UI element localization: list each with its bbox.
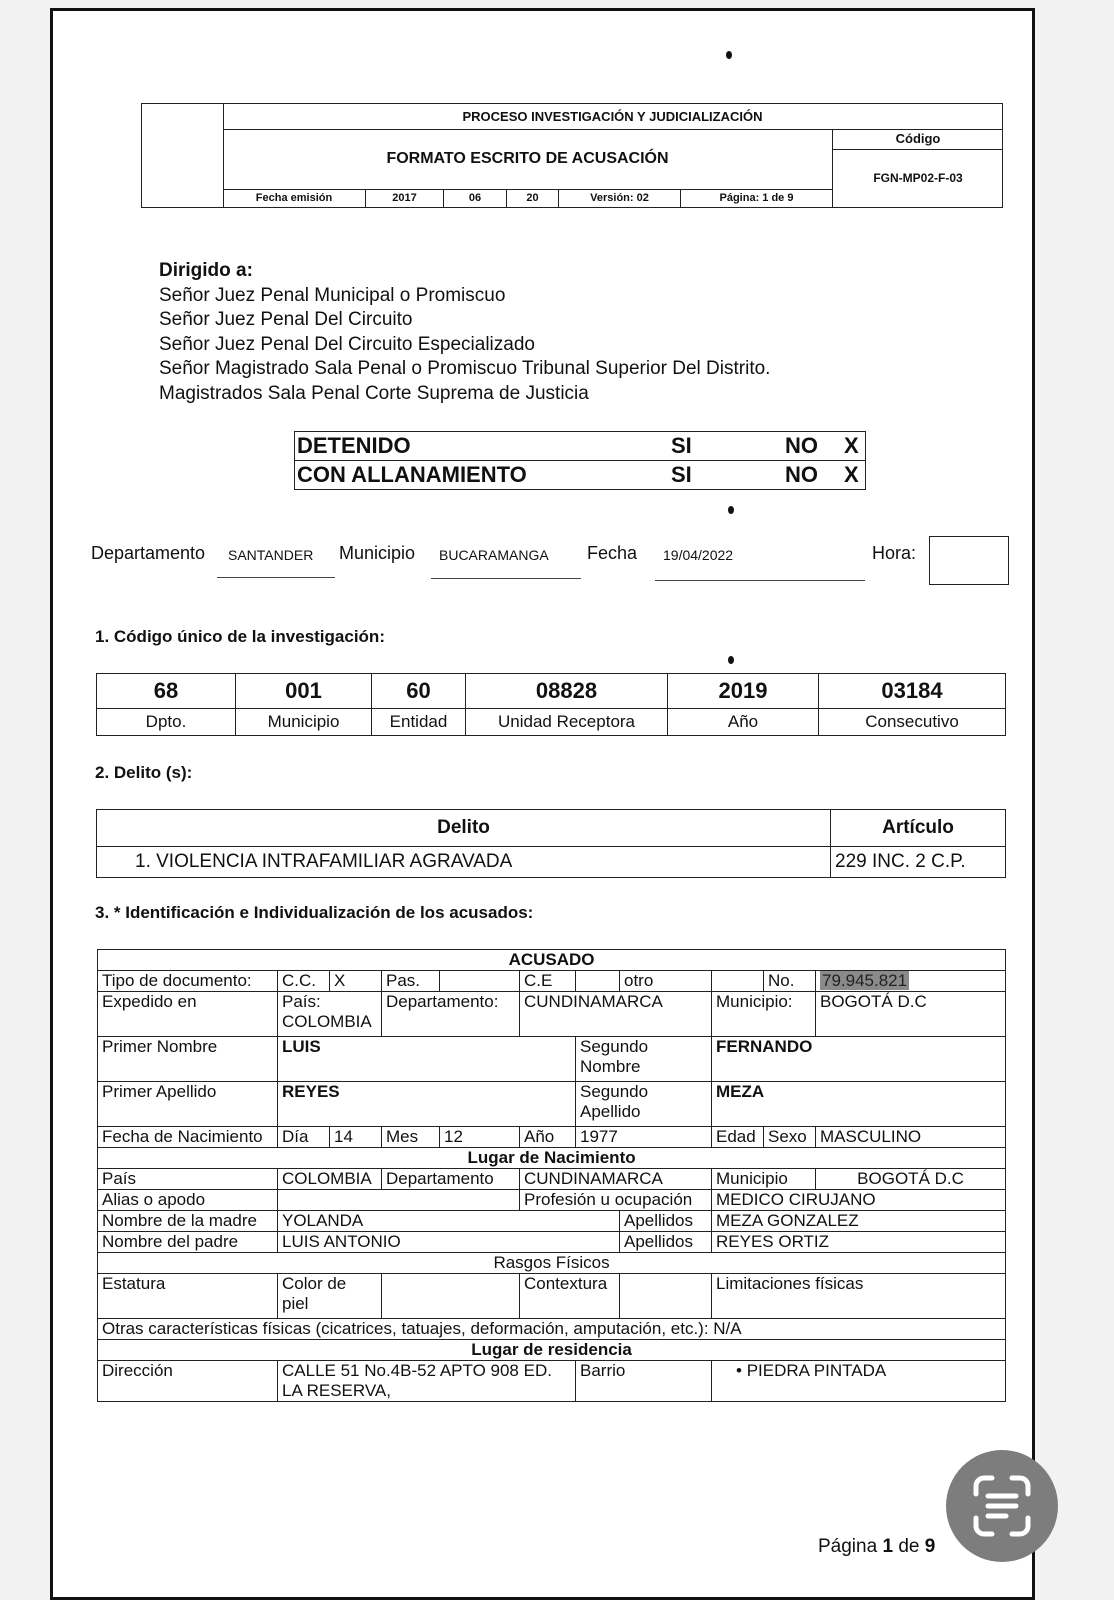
segundo-nombre-label: Segundo Nombre: [576, 1037, 712, 1082]
x-mark: X: [842, 461, 866, 490]
code-unidad: 08828: [466, 674, 668, 709]
scan-text-icon: [946, 1450, 1058, 1562]
cc-mark: X: [330, 971, 382, 992]
section-1-title: 1. Código único de la investigación:: [95, 627, 385, 646]
emission-row: [223, 189, 832, 207]
si-label: SI: [669, 461, 783, 490]
madre-ap-label: Apellidos: [620, 1211, 712, 1232]
otro-label: otro: [620, 971, 712, 992]
document-number-value: 79.945.821: [822, 971, 908, 990]
fecha-nac-label: Fecha de Nacimiento: [98, 1127, 278, 1148]
mes-label: Mes: [382, 1127, 440, 1148]
ln-mun-label: Municipio: [712, 1169, 816, 1190]
ln-pais-label: País: [102, 1169, 137, 1188]
acusado-table: [97, 949, 1006, 1402]
fecha-label: Fecha: [587, 543, 638, 563]
scan-dot: [728, 506, 734, 514]
alias-label: Alias o apodo: [98, 1190, 278, 1211]
articulo-header: Artículo: [831, 810, 1006, 847]
segundo-apellido-label: Segundo Apellido: [576, 1082, 712, 1127]
tipo-doc-label: Tipo de documento:: [98, 971, 278, 992]
pagina-label: Página: [818, 1536, 878, 1557]
anio-label: Año: [520, 1127, 576, 1148]
code-entidad: 60: [372, 674, 466, 709]
departamento-value: SANTANDER: [228, 547, 314, 563]
dia-value: 14: [330, 1127, 382, 1148]
allanamiento-label: CON ALLANAMIENTO: [295, 461, 670, 490]
section-3-title: 3. * Identificación e Individualización de los acusados:: [95, 903, 534, 922]
madre-ap-value: MEZA GONZALEZ: [712, 1211, 1006, 1232]
ce-value: [576, 971, 620, 992]
underline: [655, 580, 865, 581]
limitaciones-label: Limitaciones físicas: [712, 1274, 1006, 1319]
segundo-apellido-value: MEZA: [712, 1082, 1006, 1127]
primer-apellido-value: REYES: [278, 1082, 576, 1127]
code-box: [832, 129, 1003, 207]
direccion-label: Dirección: [98, 1361, 278, 1402]
ln-dep-value: CUNDINAMARCA: [520, 1169, 712, 1190]
ce-label: C.E: [520, 971, 576, 992]
document-number: [816, 971, 1006, 992]
barrio-label: Barrio: [576, 1361, 712, 1402]
profesion-value: MEDICO CIRUJANO: [712, 1190, 1006, 1211]
madre-label: Nombre de la madre: [98, 1211, 278, 1232]
code-municipio: 001: [236, 674, 372, 709]
mes-value: 12: [440, 1127, 520, 1148]
dirigido-heading: Dirigido a:: [159, 260, 253, 281]
no-label: No.: [764, 971, 816, 992]
code-value: FGN-MP02-F-03: [873, 171, 963, 185]
primer-nombre-label: Primer Nombre: [98, 1037, 278, 1082]
si-label: SI: [669, 432, 783, 461]
padre-ap-value: REYES ORTIZ: [712, 1232, 1006, 1253]
ln-pais-value: COLOMBIA: [278, 1169, 382, 1190]
dia-label: Día: [278, 1127, 330, 1148]
label-dpto: Dpto.: [97, 709, 236, 736]
padre-value: LUIS ANTONIO: [278, 1232, 620, 1253]
emission-month: 06: [444, 189, 507, 207]
label-consecutivo: Consecutivo: [819, 709, 1006, 736]
fecha-emision-label: Fecha emisión: [223, 189, 366, 207]
detenido-row: [295, 432, 866, 461]
detention-table: [294, 431, 866, 490]
investigation-code-table: [96, 673, 1006, 736]
dirigido-line: Señor Juez Penal Del Circuito: [159, 309, 413, 330]
label-unidad: Unidad Receptora: [466, 709, 668, 736]
direccion-value: CALLE 51 No.4B-52 APTO 908 ED. LA RESERVA,: [278, 1361, 576, 1402]
pais-label: País:: [282, 992, 321, 1011]
code-dpto: 68: [97, 674, 236, 709]
contextura-label: Contextura: [520, 1274, 620, 1319]
detenido-label: DETENIDO: [295, 432, 670, 461]
process-title: PROCESO INVESTIGACIÓN Y JUDICIALIZACIÓN: [223, 104, 1002, 130]
primer-nombre-value: LUIS: [278, 1037, 576, 1082]
scan-dot: [726, 51, 732, 59]
residencia-title: Lugar de residencia: [98, 1340, 1006, 1361]
label-anio: Año: [668, 709, 819, 736]
code-consecutivo: 03184: [819, 674, 1006, 709]
barrio-value: • PIEDRA PINTADA: [712, 1361, 1006, 1402]
underline: [431, 578, 581, 579]
anio-value: 1977: [576, 1127, 712, 1148]
pais-value: COLOMBIA: [282, 1012, 372, 1031]
ln-mun-value: BOGOTÁ D.C: [816, 1169, 1006, 1190]
code-label: Código: [833, 129, 1003, 150]
articulo-value: 229 INC. 2 C.P.: [831, 847, 1006, 878]
page-counter: [818, 1536, 935, 1558]
dirigido-line: Señor Juez Penal Del Circuito Especializado: [159, 333, 535, 355]
hora-box: [929, 536, 1009, 585]
ln-pais-row: [98, 1169, 278, 1190]
label-entidad: Entidad: [372, 709, 466, 736]
contextura-value: [620, 1274, 712, 1319]
madre-value: YOLANDA: [278, 1211, 620, 1232]
underline: [217, 577, 335, 578]
dirigido-block: [159, 259, 770, 406]
lugar-nacimiento-title: Lugar de Nacimiento: [98, 1148, 1006, 1169]
sexo-label: Sexo: [764, 1127, 816, 1148]
edad-label: Edad: [712, 1127, 764, 1148]
dirigido-line: Señor Magistrado Sala Penal o Promiscuo Tribunal Superior Del Distrito.: [159, 358, 771, 379]
version: Versión: 02: [559, 189, 681, 207]
barrio-text: PIEDRA PINTADA: [746, 1361, 887, 1380]
total-pages: 9: [924, 1536, 936, 1557]
allanamiento-row: [295, 461, 866, 490]
color-label: Color de piel: [278, 1274, 382, 1319]
departamento-label: Departamento: [91, 543, 206, 563]
emission-year: 2017: [366, 189, 444, 207]
delito-header: Delito: [97, 810, 831, 847]
document-header: [141, 103, 1003, 208]
no-label: NO: [783, 461, 842, 490]
alias-value: [278, 1190, 520, 1211]
rasgos-title: Rasgos Físicos: [98, 1253, 1006, 1274]
hora-label: Hora:: [872, 543, 917, 563]
expedido-dep-label: Departamento:: [382, 992, 520, 1037]
municipio-value: BUCARAMANGA: [439, 547, 549, 563]
dirigido-line: Magistrados Sala Penal Corte Suprema de Justicia: [159, 382, 589, 404]
scan-text-button[interactable]: [946, 1450, 1058, 1562]
padre-label: Nombre del padre: [98, 1232, 278, 1253]
cc-label: C.C.: [278, 971, 330, 992]
primer-apellido-label: Primer Apellido: [98, 1082, 278, 1127]
document-page: [50, 8, 1035, 1600]
no-label: NO: [783, 432, 842, 461]
scan-dot: [728, 656, 734, 664]
logo-box: [142, 104, 224, 207]
expedido-label: Expedido en: [98, 992, 278, 1037]
otras-caracteristicas: Otras características físicas (cicatrices, tatuajes, deformación, amputación, etc.): N/A: [98, 1319, 1006, 1340]
expedido-mun-label: Municipio:: [712, 992, 816, 1037]
expedido-mun-value: BOGOTÁ D.C: [816, 992, 1006, 1037]
code-anio: 2019: [668, 674, 819, 709]
padre-ap-label: Apellidos: [620, 1232, 712, 1253]
ln-dep-label: Departamento: [382, 1169, 520, 1190]
current-page: 1: [882, 1536, 894, 1557]
acusado-title: ACUSADO: [98, 950, 1006, 971]
profesion-label: Profesión u ocupación: [520, 1190, 712, 1211]
delito-table: [96, 809, 1006, 878]
pas-label: Pas.: [382, 971, 440, 992]
municipio-label: Municipio: [339, 543, 416, 563]
expedido-pais: [278, 992, 382, 1037]
label-municipio: Municipio: [236, 709, 372, 736]
fecha-value: 19/04/2022: [663, 547, 734, 563]
dirigido-line: Señor Juez Penal Municipal o Promiscuo: [159, 284, 506, 306]
estatura-label: Estatura: [98, 1274, 278, 1319]
otro-value: [712, 971, 764, 992]
color-value: [382, 1274, 520, 1319]
pas-value: [440, 971, 520, 992]
sexo-value: MASCULINO: [816, 1127, 1006, 1148]
segundo-nombre-value: FERNANDO: [712, 1037, 1006, 1082]
emission-day: 20: [507, 189, 559, 207]
de-label: de: [898, 1536, 920, 1557]
form-title: FORMATO ESCRITO DE ACUSACIÓN: [223, 129, 832, 190]
expedido-dep-value: CUNDINAMARCA: [520, 992, 712, 1037]
x-mark: X: [842, 432, 866, 461]
pagina: Página: 1 de 9: [719, 192, 794, 204]
section-2-title: 2. Delito (s):: [95, 763, 193, 782]
delito-value: 1. VIOLENCIA INTRAFAMILIAR AGRAVADA: [97, 847, 831, 878]
